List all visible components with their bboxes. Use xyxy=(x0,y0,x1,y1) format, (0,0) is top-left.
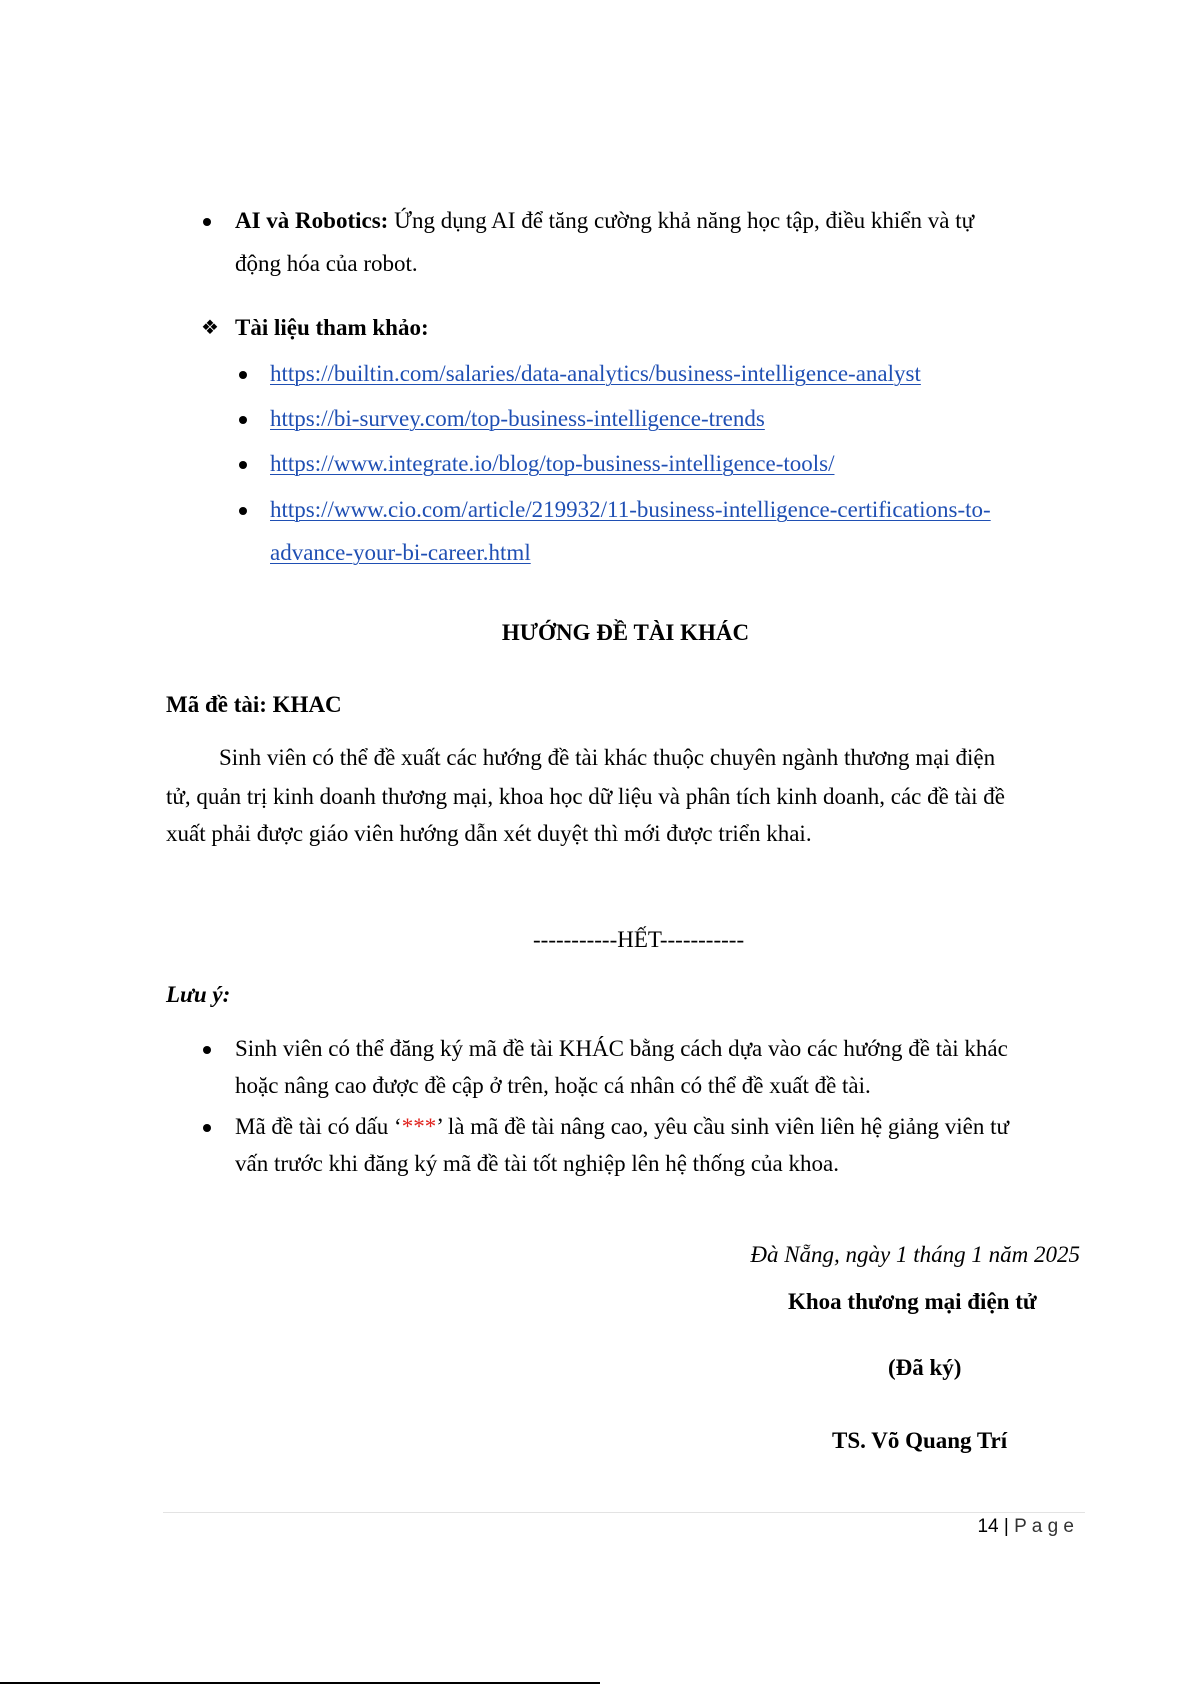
note-2-line1 xyxy=(235,1112,1009,1142)
note-1-line1: Sinh viên có thể đăng ký mã đề tài KHÁC bằng cách dựa vào các hướng đề tài khác xyxy=(235,1036,1008,1061)
advanced-stars: *** xyxy=(401,1114,437,1139)
note-2-after: ’ là mã đề tài nâng cao, yêu cầu sinh viên liên hệ giảng viên tư xyxy=(436,1114,1009,1139)
faculty-name: Khoa thương mại điện tử xyxy=(788,1289,1037,1314)
section-title: HƯỚNG ĐỀ TÀI KHÁC xyxy=(501,620,750,645)
page-number xyxy=(977,1512,1074,1542)
paragraph-line-3: xuất phải được giáo viên hướng dẫn xét duyệt thì mới được triển khai. xyxy=(166,821,812,846)
note-1-line2: hoặc nâng cao được đề cập ở trên, hoặc cá nhân có thể đề xuất đề tài. xyxy=(235,1073,871,1098)
ai-robotics-text: Ứng dụng AI để tăng cường khả năng học tập, điều khiển và tự xyxy=(388,208,975,233)
reference-link-bi-survey[interactable]: https://bi-survey.com/top-business-intelligence-trends xyxy=(270,406,765,431)
bullet-icon xyxy=(203,1124,211,1132)
page-number-separator: | xyxy=(1003,1516,1009,1537)
reference-link-cio-line1[interactable]: https://www.cio.com/article/219932/11-business-intelligence-certifications-to- xyxy=(270,497,991,522)
reference-link-cio-line2[interactable]: advance-your-bi-career.html xyxy=(270,540,531,565)
bullet-icon xyxy=(239,371,247,379)
topic-code: Mã đề tài: KHAC xyxy=(166,692,342,717)
diamond-bullet-icon: ❖ xyxy=(201,317,219,339)
signer-name: TS. Võ Quang Trí xyxy=(832,1428,1008,1453)
bullet-icon xyxy=(239,507,247,515)
bullet-icon xyxy=(239,461,247,469)
ai-robotics-line2: động hóa của robot. xyxy=(235,251,418,276)
paragraph-line-2: tử, quản trị kinh doanh thương mại, khoa học dữ liệu và phân tích kinh doanh, các đề tài đề xyxy=(166,784,1006,809)
bullet-icon xyxy=(203,1046,211,1054)
page-number-value: 14 xyxy=(977,1516,999,1537)
ai-robotics-label: AI và Robotics: xyxy=(235,208,389,233)
bullet-icon xyxy=(239,416,247,424)
reference-link-builtin[interactable]: https://builtin.com/salaries/data-analytics/business-intelligence-analyst xyxy=(270,361,921,386)
note-2-line2: vấn trước khi đăng ký mã đề tài tốt nghiệp lên hệ thống của khoa. xyxy=(235,1151,839,1176)
ai-robotics-line1 xyxy=(235,206,974,236)
page-label: P a g e xyxy=(1014,1516,1074,1537)
footer-divider xyxy=(163,1512,1085,1513)
references-heading: Tài liệu tham khảo: xyxy=(235,315,429,340)
note-2-before: Mã đề tài có dấu ‘ xyxy=(235,1114,402,1139)
reference-link-integrate[interactable]: https://www.integrate.io/blog/top-business-intelligence-tools/ xyxy=(270,451,835,476)
signed-note: (Đã ký) xyxy=(888,1355,962,1380)
bottom-divider xyxy=(0,1682,600,1684)
paragraph-line-1: Sinh viên có thể đề xuất các hướng đề tài khác thuộc chuyên ngành thương mại điện xyxy=(219,745,996,770)
end-marker: -----------HẾT----------- xyxy=(533,927,745,952)
bullet-icon xyxy=(203,218,211,226)
notes-heading: Lưu ý: xyxy=(166,982,231,1007)
place-date: Đà Nẵng, ngày 1 tháng 1 năm 2025 xyxy=(750,1242,1080,1267)
